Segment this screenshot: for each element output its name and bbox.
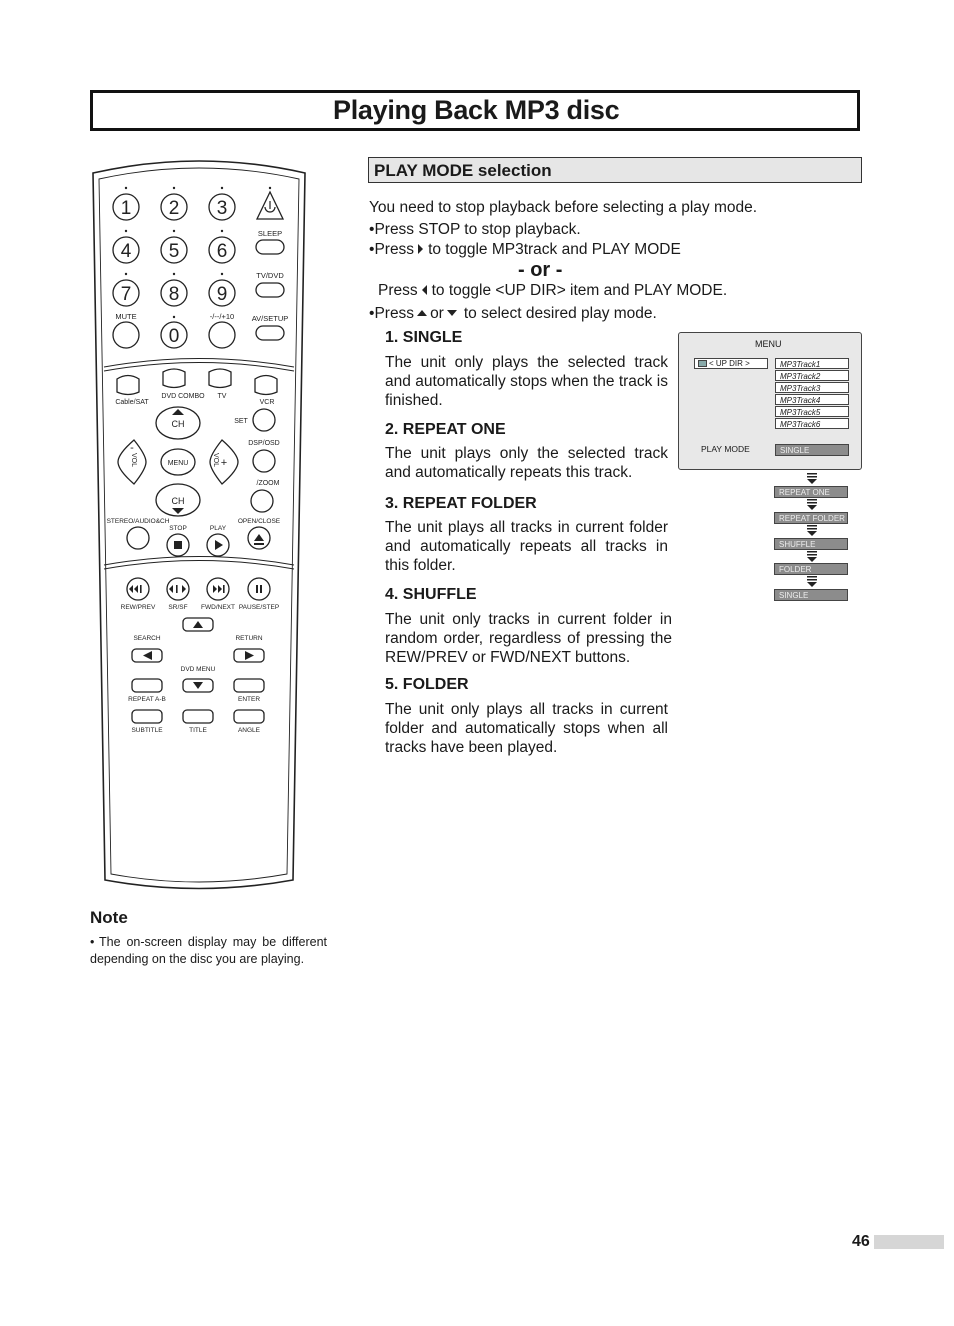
label-zoom: /ZOOM bbox=[256, 480, 280, 487]
key-9: 9 bbox=[216, 284, 228, 305]
note-heading: Note bbox=[90, 908, 128, 927]
mode-text-repeat-folder: The unit plays all tracks in current folder and automatically repeats all tracks in this folder. bbox=[385, 519, 668, 574]
note-body: The on-screen display may be different depending on the disc you are playing. bbox=[90, 935, 327, 966]
mode-text-shuffle: The unit only tracks in current folder in random order, regardless of pressing the REW/PREV or FWD/NEXT buttons. bbox=[385, 611, 672, 666]
right-arrow-icon bbox=[418, 244, 423, 254]
label-avsetup: AV/SETUP bbox=[251, 314, 289, 323]
label-srsf: SR/SF bbox=[168, 604, 188, 611]
svg-text:-: - bbox=[130, 442, 134, 454]
page-title: Playing Back MP3 disc bbox=[333, 95, 620, 125]
label-plus10: -/--/+10 bbox=[209, 312, 235, 321]
mode-cycle-item: SHUFFLE bbox=[774, 538, 848, 550]
label-openclose: OPEN/CLOSE bbox=[237, 518, 281, 525]
mode-heading-shuffle: 4. SHUFFLE bbox=[385, 586, 477, 603]
osd-play-mode-label: PLAY MODE bbox=[701, 444, 750, 454]
label-subtitle: SUBTITLE bbox=[131, 727, 163, 734]
label-vol-right: VOL bbox=[212, 453, 219, 468]
folder-icon bbox=[698, 360, 707, 367]
label-repeatab: REPEAT A-B bbox=[128, 696, 166, 703]
remote-control-illustration bbox=[88, 155, 310, 895]
down-arrow-icon bbox=[806, 576, 818, 588]
bullet-toggle-right: •Press to toggle MP3track and PLAY MODE bbox=[369, 241, 681, 258]
key-2: 2 bbox=[168, 198, 180, 219]
label-stop: STOP bbox=[169, 525, 187, 532]
key-5: 5 bbox=[168, 241, 180, 262]
section-heading-box bbox=[368, 157, 862, 183]
key-4: 4 bbox=[120, 241, 132, 262]
label-menu: MENU bbox=[167, 460, 189, 467]
label-tv: TV bbox=[217, 393, 227, 400]
down-arrow-icon bbox=[806, 525, 818, 537]
label-enter: ENTER bbox=[237, 696, 261, 703]
bullet-select: •Press or to select desired play mode. bbox=[369, 305, 657, 322]
bullet-toggle-left: Press to toggle <UP DIR> item and PLAY MODE. bbox=[378, 282, 728, 299]
label-rewprev: REW/PREV bbox=[120, 604, 156, 611]
down-arrow-icon bbox=[806, 499, 818, 511]
label-dvdmenu: DVD MENU bbox=[180, 666, 216, 673]
label-dvdcombo: DVD COMBO bbox=[161, 393, 205, 400]
label-ch-down: CH bbox=[171, 496, 185, 506]
osd-current-mode: SINGLE bbox=[775, 444, 849, 456]
osd-up-dir: < UP DIR > bbox=[694, 358, 768, 369]
mode-text-repeat-one: The unit plays only the selected track and automatically repeats this track. bbox=[385, 445, 668, 481]
key-1: 1 bbox=[120, 198, 132, 219]
mode-text-folder: The unit only plays all tracks in current folder and automatically stops when all tracks have been played. bbox=[385, 701, 668, 756]
mode-cycle-item: SINGLE bbox=[774, 589, 848, 601]
osd-track: MP3Track2 bbox=[775, 370, 849, 381]
mode-cycle-item: REPEAT FOLDER bbox=[774, 512, 848, 524]
bullet-stop: •Press STOP to stop playback. bbox=[369, 221, 581, 238]
mode-heading-repeat-one: 2. REPEAT ONE bbox=[385, 421, 506, 438]
label-mute: MUTE bbox=[115, 312, 137, 321]
note-text: • The on-screen display may be different depending on the disc you are playing. bbox=[90, 935, 327, 966]
label-angle: ANGLE bbox=[237, 727, 261, 734]
label-vcr: VCR bbox=[259, 399, 275, 406]
up-arrow-icon bbox=[417, 310, 427, 316]
key-3: 3 bbox=[216, 198, 228, 219]
down-arrow-icon bbox=[447, 310, 457, 316]
osd-menu-panel bbox=[678, 332, 862, 470]
label-pausestep: PAUSE/STEP bbox=[238, 604, 280, 611]
mode-heading-single: 1. SINGLE bbox=[385, 329, 463, 346]
left-arrow-icon bbox=[422, 285, 427, 295]
label-cable: Cable/SAT bbox=[115, 399, 149, 406]
label-sleep: SLEEP bbox=[257, 229, 283, 238]
osd-track: MP3Track6 bbox=[775, 418, 849, 429]
label-vol-left: VOL bbox=[130, 453, 137, 468]
key-7: 7 bbox=[120, 284, 132, 305]
label-fwdnext: FWD/NEXT bbox=[201, 604, 235, 611]
osd-track: MP3Track3 bbox=[775, 382, 849, 393]
key-6: 6 bbox=[216, 241, 228, 262]
mode-heading-repeat-folder: 3. REPEAT FOLDER bbox=[385, 495, 537, 512]
mode-heading-folder: 5. FOLDER bbox=[385, 676, 469, 693]
label-stereo: STEREO/AUDIO&CH bbox=[106, 518, 170, 525]
label-tvdvd: TV/DVD bbox=[256, 271, 284, 280]
osd-track: MP3Track1 bbox=[775, 358, 849, 369]
svg-text:+: + bbox=[220, 457, 228, 469]
label-play: PLAY bbox=[209, 525, 227, 532]
page-title-box bbox=[90, 90, 860, 131]
mode-cycle-item: FOLDER bbox=[774, 563, 848, 575]
mode-text-single: The unit only plays the selected track and automatically stops when the track is finished. bbox=[385, 354, 668, 409]
label-return: RETURN bbox=[235, 635, 263, 642]
intro-text: You need to stop playback before selecting a play mode. bbox=[369, 199, 758, 216]
section-heading: PLAY MODE selection bbox=[374, 161, 552, 180]
down-arrow-icon bbox=[806, 551, 818, 563]
label-search: SEARCH bbox=[133, 635, 161, 642]
label-set: SET bbox=[234, 418, 248, 425]
down-arrow-icon bbox=[806, 473, 818, 485]
osd-track: MP3Track4 bbox=[775, 394, 849, 405]
osd-menu-label: MENU bbox=[755, 339, 782, 349]
page-number: 46 bbox=[852, 1233, 870, 1250]
mode-cycle-item: REPEAT ONE bbox=[774, 486, 848, 498]
label-ch-up: CH bbox=[171, 419, 185, 429]
osd-track: MP3Track5 bbox=[775, 406, 849, 417]
label-dsposd: DSP/OSD bbox=[248, 440, 280, 447]
page-number-bar bbox=[874, 1235, 944, 1249]
or-separator: - or - bbox=[518, 259, 563, 281]
key-0: 0 bbox=[168, 326, 180, 347]
key-8: 8 bbox=[168, 284, 180, 305]
label-title: TITLE bbox=[189, 727, 207, 734]
